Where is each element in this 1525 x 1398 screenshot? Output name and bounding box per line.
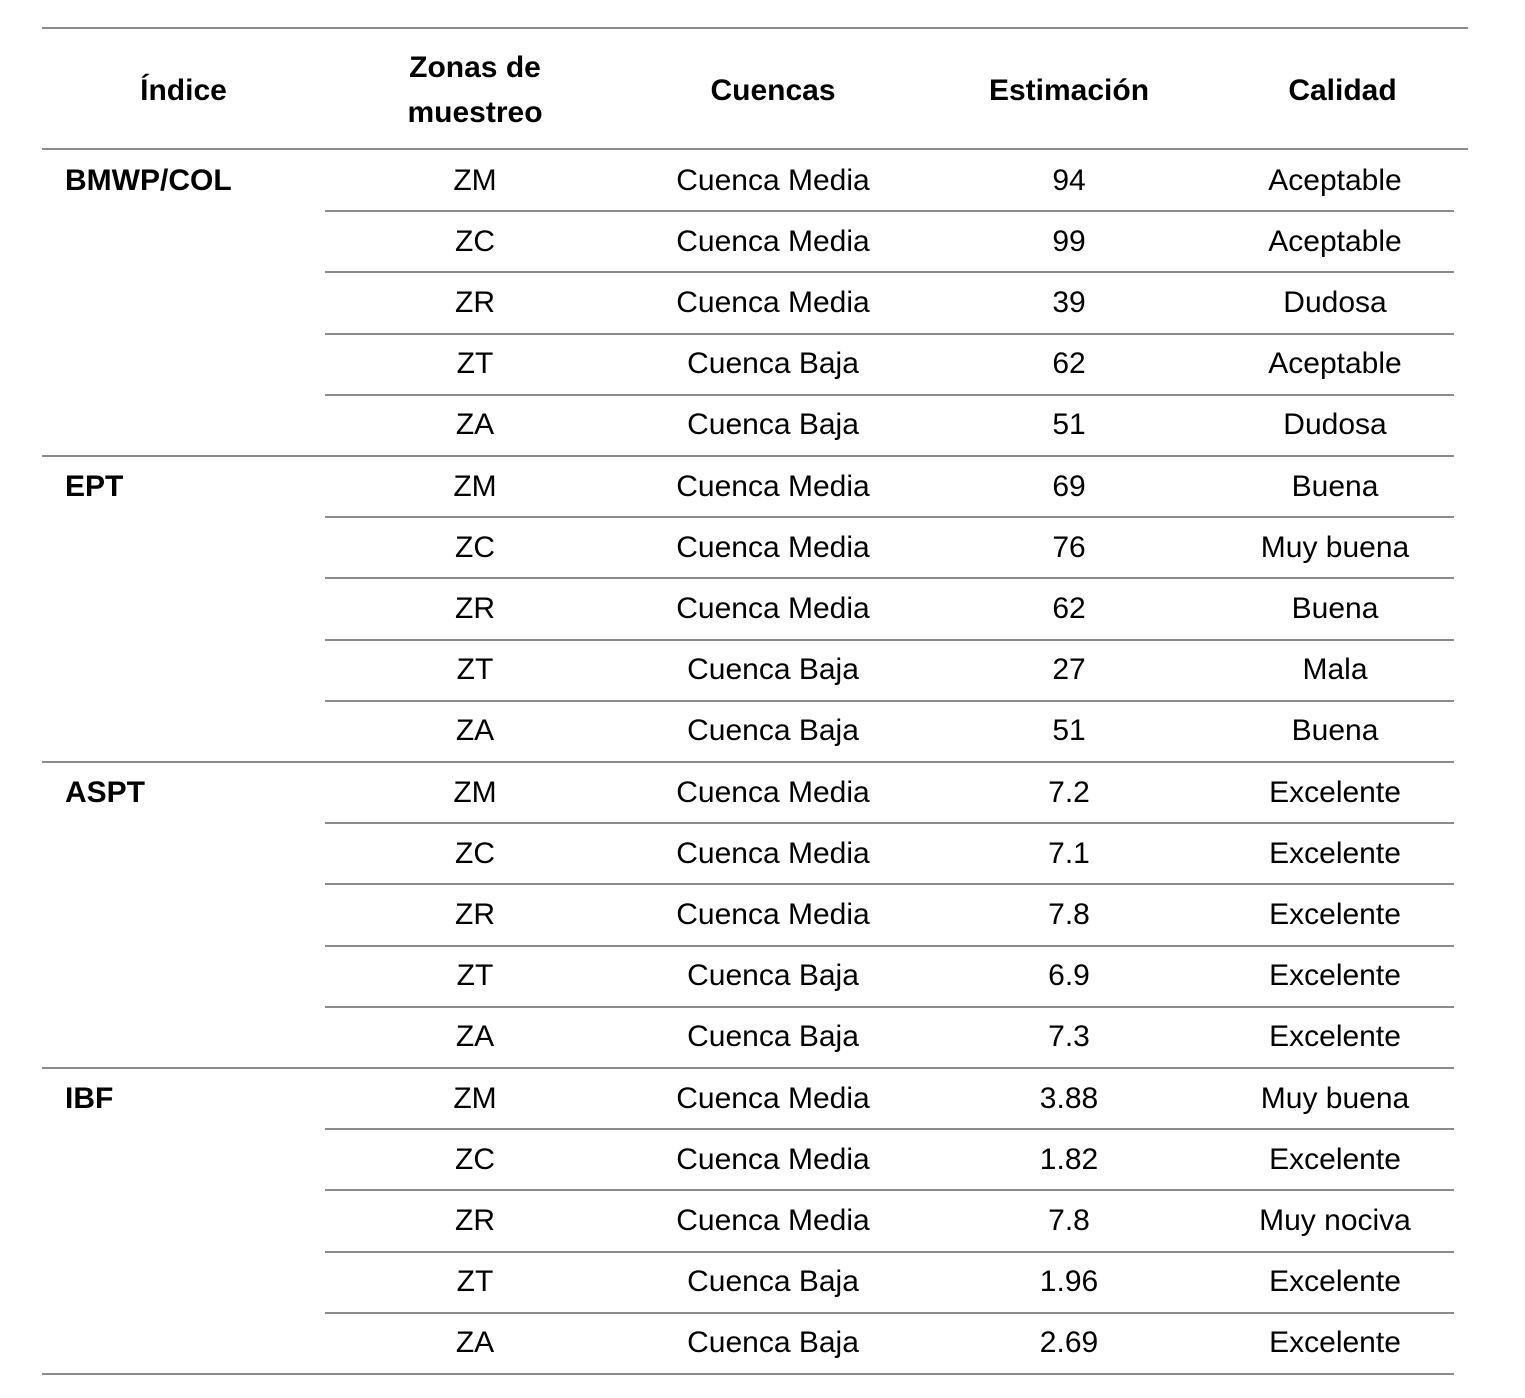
index-name [42, 395, 325, 456]
table-row [42, 150, 1468, 211]
quality-cell: Excelente [1269, 1265, 1401, 1299]
header-zone-line1: Zonas de [409, 51, 541, 84]
basin-cell: Cuenca Media [676, 1142, 870, 1176]
estimate-cell: 51 [1052, 714, 1086, 748]
zone-cell: ZR [455, 1203, 495, 1237]
estimate-cell: 62 [1052, 347, 1086, 381]
header-basin: Cuencas [710, 73, 836, 107]
basin-cell: Cuenca Media [676, 897, 870, 931]
quality-cell: Excelente [1269, 1326, 1401, 1360]
zone-cell: ZC [455, 1142, 495, 1176]
table-row [42, 272, 1468, 333]
basin-cell: Cuenca Baja [687, 347, 859, 381]
index-name [42, 517, 325, 578]
basin-cell: Cuenca Media [676, 591, 870, 625]
index-name: ASPT [65, 775, 146, 809]
table-row [42, 762, 1468, 823]
estimate-cell: 69 [1052, 469, 1086, 503]
estimate-cell: 2.69 [1039, 1326, 1099, 1360]
index-name [42, 272, 325, 333]
header-zone [325, 29, 625, 151]
quality-cell: Dudosa [1283, 285, 1387, 319]
basin-cell: Cuenca Baja [687, 1265, 859, 1299]
basin-cell: Cuenca Media [676, 285, 870, 319]
index-name [42, 1252, 325, 1313]
quality-cell: Excelente [1269, 775, 1401, 809]
index-name [42, 1313, 325, 1374]
zone-cell: ZA [455, 408, 495, 442]
zone-cell: ZC [455, 224, 495, 258]
quality-cell: Muy nociva [1259, 1203, 1411, 1237]
header-quality: Calidad [1288, 73, 1397, 107]
estimate-cell: 1.96 [1039, 1265, 1099, 1299]
estimate-cell: 99 [1052, 224, 1086, 258]
basin-cell: Cuenca Media [676, 1081, 870, 1115]
estimate-cell: 62 [1052, 591, 1086, 625]
table-row [42, 884, 1468, 945]
zone-cell: ZT [456, 347, 494, 381]
index-name [42, 823, 325, 884]
basin-cell: Cuenca Media [676, 163, 870, 197]
estimate-cell: 1.82 [1039, 1142, 1099, 1176]
quality-cell: Excelente [1269, 959, 1401, 993]
table-row [42, 1007, 1468, 1068]
zone-cell: ZT [456, 653, 494, 687]
quality-cell: Aceptable [1268, 347, 1402, 381]
index-name [42, 946, 325, 1007]
table-row [42, 334, 1468, 395]
group-separator-rule [42, 1373, 1454, 1375]
basin-cell: Cuenca Media [676, 530, 870, 564]
header-estimate: Estimación [988, 73, 1150, 107]
quality-cell: Buena [1291, 714, 1379, 748]
estimate-cell: 27 [1052, 653, 1086, 687]
estimate-cell: 7.8 [1048, 897, 1090, 931]
index-name [42, 1129, 325, 1190]
quality-cell: Excelente [1269, 1020, 1401, 1054]
table-row [42, 1190, 1468, 1251]
zone-cell: ZM [453, 1081, 497, 1115]
table-row [42, 211, 1468, 272]
index-name [42, 578, 325, 639]
index-name: EPT [65, 469, 124, 503]
basin-cell: Cuenca Baja [687, 653, 859, 687]
index-name: BMWP/COL [65, 163, 232, 197]
estimate-cell: 76 [1052, 530, 1086, 564]
table-row [42, 456, 1468, 517]
table-header [42, 29, 1468, 151]
zone-cell: ZT [456, 1265, 494, 1299]
index-name: IBF [65, 1081, 114, 1115]
table-row [42, 701, 1468, 762]
zone-cell: ZR [455, 897, 495, 931]
header-index: Índice [140, 73, 227, 107]
quality-cell: Excelente [1269, 1142, 1401, 1176]
quality-cell: Excelente [1269, 836, 1401, 870]
index-name [42, 211, 325, 272]
basin-cell: Cuenca Media [676, 836, 870, 870]
index-name [42, 701, 325, 762]
index-name [42, 1007, 325, 1068]
table-row [42, 1252, 1468, 1313]
quality-cell: Aceptable [1268, 224, 1402, 258]
zone-cell: ZA [455, 1020, 495, 1054]
zone-cell: ZC [455, 836, 495, 870]
index-name [42, 640, 325, 701]
zone-cell: ZA [455, 1326, 495, 1360]
zone-cell: ZR [455, 591, 495, 625]
header-zone-line2: muestreo [407, 96, 543, 129]
quality-cell: Buena [1291, 469, 1379, 503]
estimate-cell: 7.1 [1048, 836, 1090, 870]
zone-cell: ZR [455, 285, 495, 319]
quality-cell: Dudosa [1283, 408, 1387, 442]
quality-cell: Excelente [1269, 897, 1401, 931]
basin-cell: Cuenca Baja [687, 408, 859, 442]
table-row [42, 823, 1468, 884]
quality-cell: Muy buena [1260, 1081, 1410, 1115]
estimate-cell: 39 [1052, 285, 1086, 319]
quality-cell: Mala [1302, 653, 1368, 687]
table-row [42, 1129, 1468, 1190]
index-name [42, 334, 325, 395]
estimate-cell: 7.3 [1048, 1020, 1090, 1054]
index-name [42, 1190, 325, 1251]
basin-cell: Cuenca Media [676, 469, 870, 503]
quality-cell: Muy buena [1260, 530, 1410, 564]
basin-cell: Cuenca Baja [687, 959, 859, 993]
table-row [42, 517, 1468, 578]
table-row [42, 1068, 1468, 1129]
basin-cell: Cuenca Baja [687, 714, 859, 748]
basin-cell: Cuenca Media [676, 775, 870, 809]
zone-cell: ZM [453, 775, 497, 809]
zone-cell: ZA [455, 714, 495, 748]
basin-cell: Cuenca Media [676, 1203, 870, 1237]
zone-cell: ZC [455, 530, 495, 564]
table-row [42, 946, 1468, 1007]
table-row [42, 1313, 1468, 1374]
estimate-cell: 7.2 [1048, 775, 1090, 809]
quality-cell: Buena [1291, 591, 1379, 625]
estimate-cell: 6.9 [1048, 959, 1090, 993]
basin-cell: Cuenca Baja [687, 1020, 859, 1054]
zone-cell: ZT [456, 959, 494, 993]
estimate-cell: 51 [1052, 408, 1086, 442]
basin-cell: Cuenca Baja [687, 1326, 859, 1360]
table-row [42, 578, 1468, 639]
zone-cell: ZM [453, 469, 497, 503]
estimate-cell: 94 [1052, 163, 1086, 197]
estimate-cell: 3.88 [1039, 1081, 1099, 1115]
table-row [42, 640, 1468, 701]
quality-cell: Aceptable [1268, 163, 1402, 197]
zone-cell: ZM [453, 163, 497, 197]
estimate-cell: 7.8 [1048, 1203, 1090, 1237]
table-row [42, 395, 1468, 456]
index-name [42, 884, 325, 945]
basin-cell: Cuenca Media [676, 224, 870, 258]
